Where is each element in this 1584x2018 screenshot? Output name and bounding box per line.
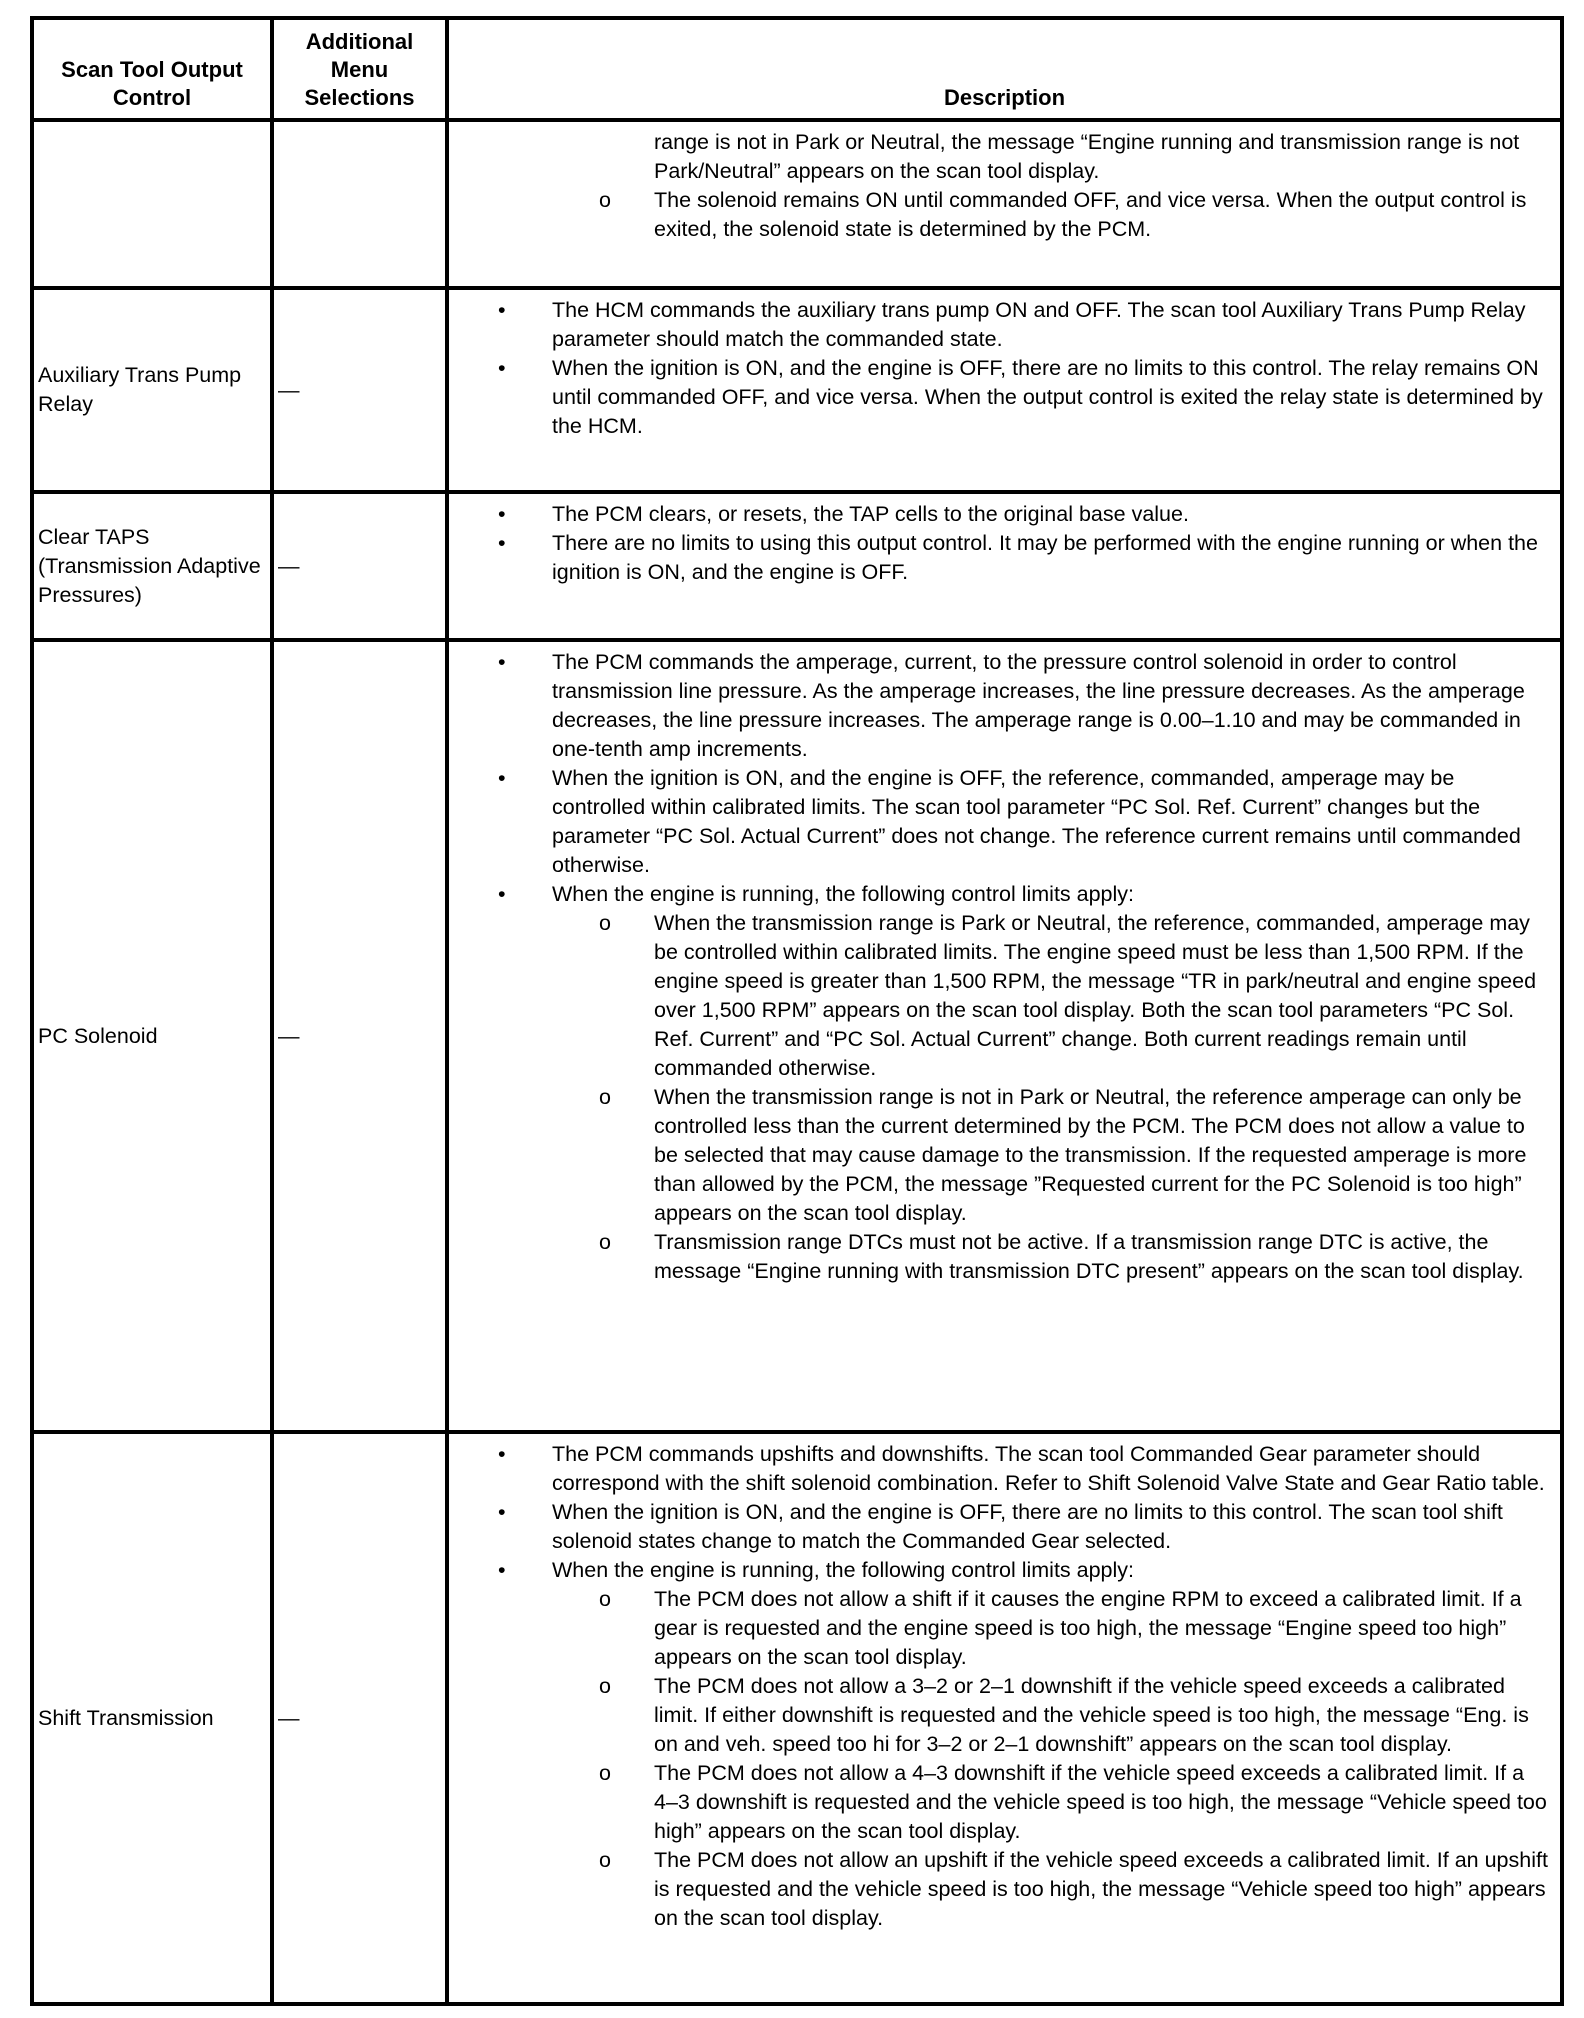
bullet-item: • The HCM commands the auxiliary trans pump ON and OFF. The scan tool Auxiliary Trans Pump Relay parameter should match the commanded state. — [552, 296, 1552, 354]
bullet-item: • The PCM clears, or resets, the TAP cells to the original base value. — [552, 500, 1552, 529]
bullet-item: • When the ignition is ON, and the engine is OFF, the reference, commanded, amperage may be controlled within calibrated limits. The scan tool parameter “PC Sol. Ref. Current” changes but the parameter “PC Sol. Actual Current” does not change. The reference current remains until commanded otherwise. — [552, 764, 1552, 880]
header-scan-tool-output-control: Scan Tool Output Control — [32, 18, 272, 120]
sub-item: o When the transmission range is not in Park or Neutral, the reference amperage can only be controlled less than the current determined by the PCM. The PCM does not allow a value to be selected that may cause damage to the transmission. If the requested amperage is more than allowed by the PCM, the message ”Requested current for the PC Solenoid is too high” appears on the scan tool display. — [654, 1083, 1552, 1228]
table-row-continuation — [32, 120, 1562, 288]
description-cell — [447, 640, 1562, 1432]
bullet-item: • When the ignition is ON, and the engine is OFF, there are no limits to this control. The relay remains ON until commanded OFF, and vice versa. When the output control is exited the relay state is determined by the HCM. — [552, 354, 1552, 441]
sub-list — [449, 128, 1552, 244]
output-control-table — [30, 16, 1564, 2006]
menu-cell: — — [272, 1432, 447, 2004]
bullet-item: • The PCM commands upshifts and downshifts. The scan tool Commanded Gear parameter should correspond with the shift solenoid combination. Refer to Shift Solenoid Valve State and Gear Ratio table. — [552, 1440, 1552, 1498]
header-description: Description — [447, 18, 1562, 120]
description-cell — [447, 120, 1562, 288]
description-cell — [447, 288, 1562, 492]
bullet-item — [552, 880, 1552, 1286]
menu-cell — [272, 120, 447, 288]
bullet-item: • There are no limits to using this output control. It may be performed with the engine running or when the ignition is ON, and the engine is OFF. — [552, 529, 1552, 587]
control-cell: Shift Transmission — [32, 1432, 272, 2004]
sub-list — [552, 909, 1552, 1286]
bullet-list — [449, 500, 1552, 587]
sub-item: o The PCM does not allow a shift if it causes the engine RPM to exceed a calibrated limit. If a gear is requested and the engine speed is too high, the message “Engine speed too high” appears on the scan tool display. — [654, 1585, 1552, 1672]
bullet-text: When the engine is running, the following control limits apply: — [552, 1558, 1135, 1582]
bullet-list — [449, 1440, 1552, 1933]
sub-item: o When the transmission range is Park or Neutral, the reference, commanded, amperage may be controlled within calibrated limits. The engine speed must be less than 1,500 RPM. If the engine speed is greater than 1,500 RPM, the message “TR in park/neutral and engine speed over 1,500 RPM” appears on the scan tool display. Both the scan tool parameters “PC Sol. Ref. Current” and “PC Sol. Actual Current” change. Both current readings remain until commanded otherwise. — [654, 909, 1552, 1083]
table-header — [32, 18, 1562, 120]
bullet-list — [449, 296, 1552, 441]
menu-cell: — — [272, 640, 447, 1432]
sub-item: o The PCM does not allow a 4–3 downshift if the vehicle speed exceeds a calibrated limit. If a 4–3 downshift is requested and the vehicle speed is too high, the message “Vehicle speed too high” appears on the scan tool display. — [654, 1759, 1552, 1846]
control-cell — [32, 120, 272, 288]
table-row-shift-transmission — [32, 1432, 1562, 2004]
sub-item: o The PCM does not allow a 3–2 or 2–1 downshift if the vehicle speed exceeds a calibrated limit. If either downshift is requested and the vehicle speed is too high, the message “Eng. is on and veh. speed too hi for 3–2 or 2–1 downshift” appears on the scan tool display. — [654, 1672, 1552, 1759]
sub-list — [552, 1585, 1552, 1933]
description-cell — [447, 1432, 1562, 2004]
bullet-list — [449, 648, 1552, 1286]
header-additional-menu-selections: Additional Menu Selections — [272, 18, 447, 120]
menu-cell: — — [272, 492, 447, 640]
table-row-pc-solenoid — [32, 640, 1562, 1432]
sub-item: o The PCM does not allow an upshift if the vehicle speed exceeds a calibrated limit. If an upshift is requested and the vehicle speed is too high, the message “Vehicle speed too high” appears on the scan tool display. — [654, 1846, 1552, 1933]
bullet-item — [552, 1556, 1552, 1933]
bullet-item: • The PCM commands the amperage, current, to the pressure control solenoid in order to control transmission line pressure. As the amperage increases, the line pressure decreases. As the amperage decreases, the line pressure increases. The amperage range is 0.00–1.10 and may be commanded in one-tenth amp increments. — [552, 648, 1552, 764]
control-cell: PC Solenoid — [32, 640, 272, 1432]
sub-item: o The solenoid remains ON until commanded OFF, and vice versa. When the output control is exited, the solenoid state is determined by the PCM. — [654, 186, 1552, 244]
sub-item: o Transmission range DTCs must not be active. If a transmission range DTC is active, the message “Engine running with transmission DTC present” appears on the scan tool display. — [654, 1228, 1552, 1286]
bullet-item: • When the ignition is ON, and the engine is OFF, there are no limits to this control. The scan tool shift solenoid states change to match the Commanded Gear selected. — [552, 1498, 1552, 1556]
bullet-text: When the engine is running, the following control limits apply: — [552, 882, 1135, 906]
menu-cell: — — [272, 288, 447, 492]
table-row-clear-taps — [32, 492, 1562, 640]
control-cell: Auxiliary Trans Pump Relay — [32, 288, 272, 492]
sub-item: range is not in Park or Neutral, the message “Engine running and transmission range is not Park/Neutral” appears on the scan tool display. — [654, 130, 1520, 183]
table-row-auxiliary-trans-pump-relay — [32, 288, 1562, 492]
description-cell — [447, 492, 1562, 640]
control-cell: Clear TAPS (Transmission Adaptive Pressures) — [32, 492, 272, 640]
